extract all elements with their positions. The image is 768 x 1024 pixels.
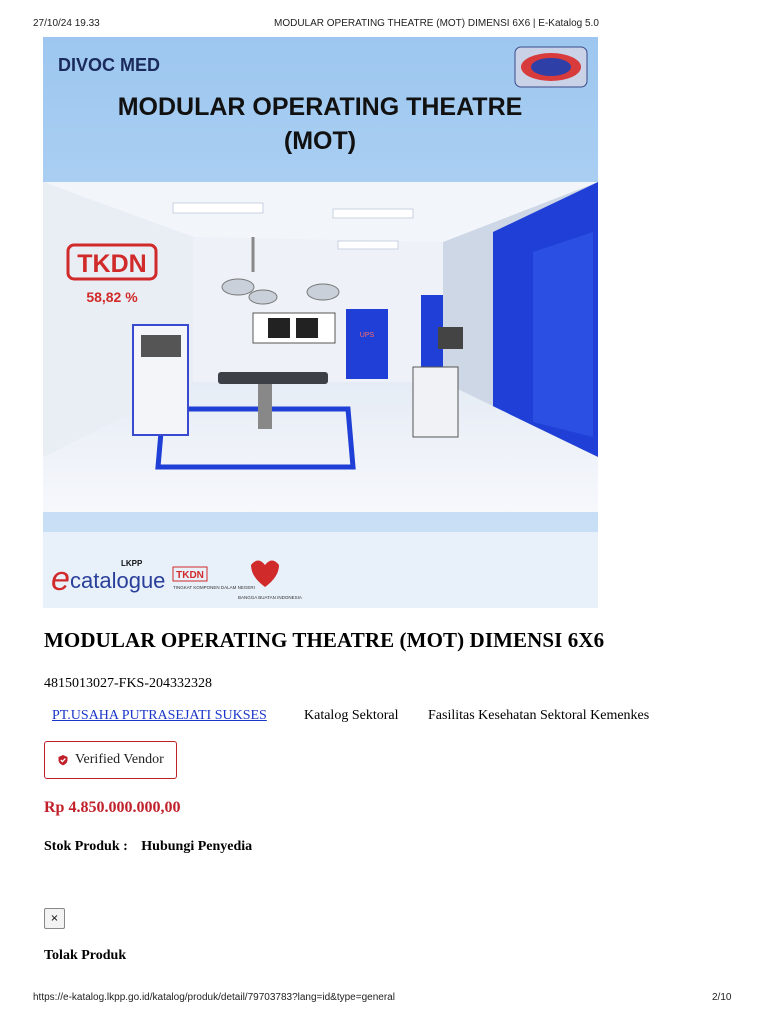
tkdn-value: 58,82 %: [86, 289, 138, 305]
katalog-type: Katalog Sektoral: [304, 708, 399, 723]
banner-heading-line2: (MOT): [283, 127, 357, 155]
product-meta-row: [52, 708, 650, 724]
tkdn-small-label: TKDN: [176, 570, 204, 581]
brand-logo: DIVOC MED: [58, 55, 161, 75]
product-image[interactable]: [43, 37, 598, 608]
close-button[interactable]: ×: [44, 908, 65, 929]
katalog-category: Fasilitas Kesehatan Sektoral Kemenkes: [428, 708, 650, 723]
print-url: https://e-katalog.lkpp.go.id/katalog/produk/detail/79703783?lang=id&type=general: [33, 992, 395, 1003]
verified-icon: [57, 754, 69, 766]
tkdn-desc: TINGKAT KOMPONEN DALAM NEGERI: [173, 585, 255, 590]
stock-label: Stok Produk :: [44, 839, 128, 854]
tkdn-label: TKDN: [77, 250, 147, 278]
svg-text:e: e: [51, 560, 70, 598]
product-price: Rp 4.850.000.000,00: [44, 799, 181, 816]
svg-text:UPS: UPS: [359, 332, 375, 339]
ecatalogue-text: catalogue: [70, 568, 166, 593]
product-sku: 4815013027-FKS-204332328: [44, 676, 213, 691]
verified-vendor-badge[interactable]: [44, 741, 177, 779]
print-datetime: 27/10/24 19.33: [33, 18, 100, 29]
banner-heading-line1: MODULAR OPERATING THEATRE: [117, 93, 523, 121]
reject-product-label[interactable]: Tolak Produk: [44, 948, 127, 963]
ups-logo: [515, 47, 587, 87]
lkpp-text: LKPP: [121, 559, 143, 568]
product-banner: [43, 37, 598, 608]
print-header: [0, 14, 768, 34]
stock-value: Hubungi Penyedia: [141, 839, 253, 854]
operating-room-illustration: [43, 182, 598, 512]
vendor-link[interactable]: PT.USAHA PUTRASEJATI SUKSES: [52, 708, 267, 723]
stock-info: [44, 839, 252, 855]
print-footer: [0, 992, 768, 1008]
product-title: MODULAR OPERATING THEATRE (MOT) DIMENSI 6X6: [44, 628, 605, 652]
print-page-title: MODULAR OPERATING THEATRE (MOT) DIMENSI 6X6 | E-Katalog 5.0: [274, 18, 599, 29]
verified-label: Verified Vendor: [75, 752, 164, 767]
print-page-number: 2/10: [712, 992, 732, 1003]
bangga-text: BANGGA BUATAN INDONESIA: [238, 595, 302, 600]
